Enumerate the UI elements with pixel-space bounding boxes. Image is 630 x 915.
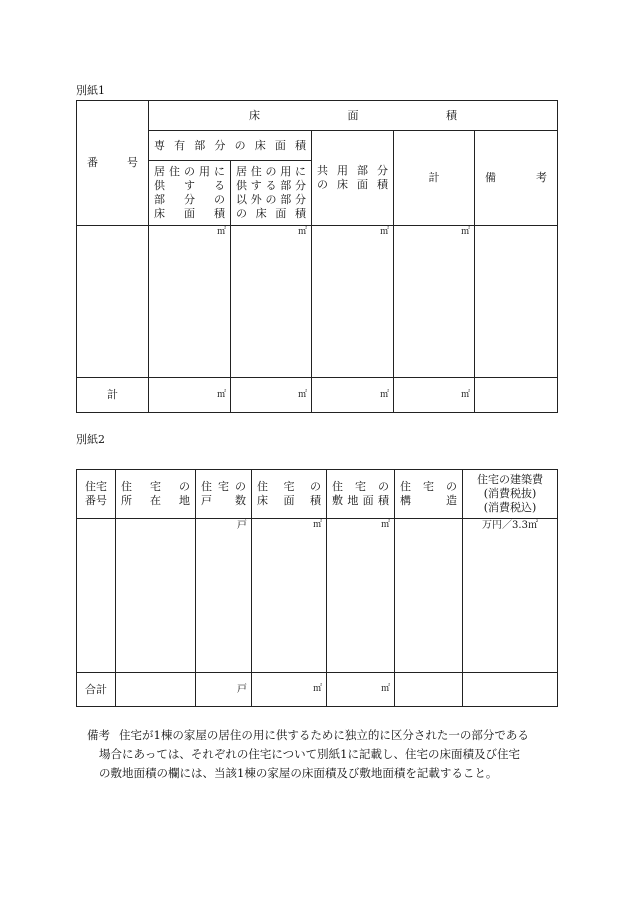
- form2-location-cell[interactable]: [116, 519, 196, 673]
- form2-floor-area-cell[interactable]: ㎡: [252, 519, 327, 673]
- form1-residential-cell[interactable]: ㎡: [149, 226, 231, 378]
- form1-res-line-1: 居住の用に: [154, 165, 225, 178]
- form2-site-area-header: [327, 470, 395, 519]
- form2-total-floor-area[interactable]: ㎡: [252, 673, 327, 707]
- form2-total-structure[interactable]: [395, 673, 463, 707]
- form1-number-header: [77, 101, 149, 226]
- form1-total-residential[interactable]: ㎡: [149, 378, 231, 413]
- form2-house-no-cell[interactable]: [77, 519, 116, 673]
- form2-site-line-2: 敷地面積: [332, 494, 389, 507]
- form1-floor-char-3: 積: [446, 108, 457, 122]
- form2-cost-line-1: 住宅の建築費: [477, 473, 543, 486]
- form1-nonresidential-header: [231, 161, 312, 226]
- form2-house-no-line-2: 番号: [85, 494, 107, 507]
- form1-nonres-line-1: 居住の用に: [236, 165, 306, 178]
- form2-location-line-1: 住 宅 の: [121, 480, 190, 493]
- form1-res-line-3: 部 分 の: [154, 193, 225, 206]
- form1-floor-area-header: [149, 101, 558, 131]
- note-line-3: の敷地面積の欄には、当該1棟の家屋の床面積及び敷地面積を記載すること。: [99, 766, 498, 780]
- form2-total-cost[interactable]: [463, 673, 558, 707]
- form1-remarks-char-1: 備: [485, 171, 496, 184]
- form1-remarks-header: [475, 131, 558, 226]
- form1-common-line-1: 共用部分: [317, 164, 388, 177]
- form1-common-cell[interactable]: ㎡: [312, 226, 394, 378]
- form1-total-remarks[interactable]: [475, 378, 558, 413]
- form2-total-units[interactable]: 戸: [196, 673, 252, 707]
- note-line-2: 場合にあっては、それぞれの住宅について別紙1に記載し、住宅の床面積及び住宅: [99, 747, 520, 761]
- form1-common-line-2: の床面積: [317, 178, 388, 191]
- form2-structure-line-2: 構 造: [400, 494, 457, 507]
- form1-nonres-line-2: 供する部分: [236, 179, 306, 192]
- form2-location-line-2: 所 在 地: [121, 494, 190, 507]
- form2-cost-cell[interactable]: 万円／3.3㎡: [463, 519, 558, 673]
- form2-units-cell[interactable]: 戸: [196, 519, 252, 673]
- form2-label: 別紙2: [76, 433, 105, 446]
- form1-nonres-line-3: 以外の部分: [236, 193, 306, 206]
- form2-cost-line-2: (消費税抜): [483, 487, 537, 500]
- form2-structure-cell[interactable]: [395, 519, 463, 673]
- form1-table: [76, 100, 558, 413]
- form2-units-line-1: 住宅の: [201, 480, 246, 493]
- form2-house-no-header: [77, 470, 116, 519]
- note-label: 備考: [87, 728, 110, 742]
- form2-site-line-1: 住 宅 の: [332, 480, 389, 493]
- form1-res-line-2: 供 す る: [154, 179, 225, 192]
- form1-floor-char-1: 床: [249, 108, 260, 122]
- form2-structure-header: [395, 470, 463, 519]
- form1-number-cell[interactable]: [77, 226, 149, 378]
- form1-number-char-2: 号: [127, 156, 138, 169]
- form2-cost-line-3: (消費税込): [483, 501, 537, 514]
- note-line-1: 住宅が1棟の家屋の居住の用に供するために独立的に区分された一の部分である: [119, 728, 529, 742]
- form1-residential-header: [149, 161, 231, 226]
- form2-house-no-line-1: 住宅: [85, 480, 107, 493]
- form1-exclusive-header: 専有部分の床面積: [149, 131, 312, 161]
- form2-floor-line-2: 床 面 積: [257, 494, 321, 507]
- form2-cost-header: [463, 470, 558, 519]
- form2-floor-line-1: 住 宅 の: [257, 480, 321, 493]
- form1-total-common[interactable]: ㎡: [312, 378, 394, 413]
- form1-total-row-label: 計: [77, 378, 149, 413]
- form2-units-line-2: 戸 数: [201, 494, 246, 507]
- form2-total-site-area[interactable]: ㎡: [327, 673, 395, 707]
- form1-total-nonresidential[interactable]: ㎡: [231, 378, 312, 413]
- form1-nonresidential-cell[interactable]: ㎡: [231, 226, 312, 378]
- form2-location-header: [116, 470, 196, 519]
- form1-total-total[interactable]: ㎡: [394, 378, 475, 413]
- form1-label: 別紙1: [76, 84, 105, 97]
- form2-total-row-label: 合計: [77, 673, 116, 707]
- form1-remarks-cell[interactable]: [475, 226, 558, 378]
- form1-res-line-4: 床 面 積: [154, 207, 225, 220]
- form1-nonres-line-4: の床面積: [236, 207, 306, 220]
- form1-total-header: 計: [394, 131, 475, 226]
- form2-floor-area-header: [252, 470, 327, 519]
- form1-floor-char-2: 面: [347, 108, 359, 122]
- form1-common-header: [312, 131, 394, 226]
- form2-structure-line-1: 住 宅 の: [400, 480, 457, 493]
- form1-total-cell[interactable]: ㎡: [394, 226, 475, 378]
- form2-table: [76, 469, 558, 707]
- form2-site-area-cell[interactable]: ㎡: [327, 519, 395, 673]
- form1-remarks-char-2: 考: [536, 171, 548, 184]
- form2-units-header: [196, 470, 252, 519]
- form2-total-location[interactable]: [116, 673, 196, 707]
- form1-number-char-1: 番: [87, 156, 98, 169]
